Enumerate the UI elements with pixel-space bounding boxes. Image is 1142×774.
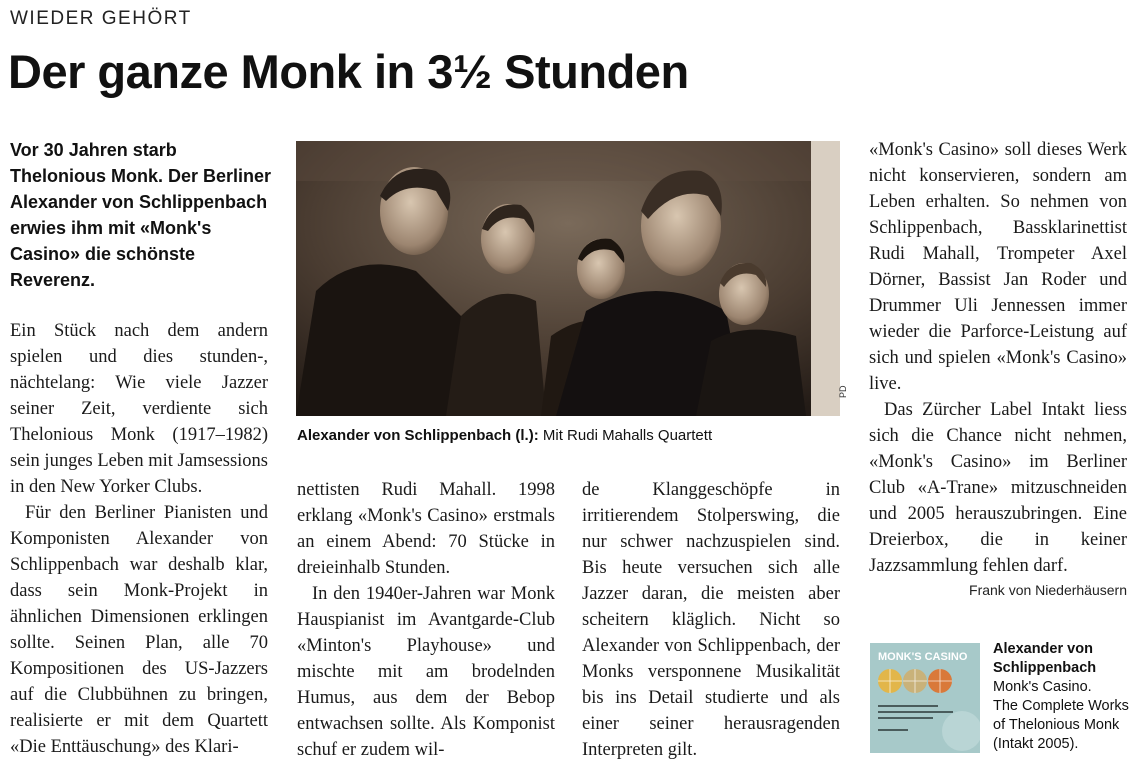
cd-cover-image: [870, 643, 980, 753]
body-paragraph: Das Zürcher Label Intakt liess sich die Chance nicht nehmen, «Monk's Casino» im Berliner Club «A-Trane» mitzuschneiden und 2005 herauszubringen. Eine Dreierbox, die in keiner Jazzsammlung fehlen darf.: [869, 400, 1127, 576]
lead-paragraph: Vor 30 Jahren starb Thelonious Monk. Der Berliner Alexander von Schlippenbach erwies ihm mit «Monk's Casino» die schönste Reverenz.: [10, 140, 272, 290]
text-column-1: [10, 318, 268, 760]
body-paragraph: In den 1940er-Jahren war Monk Hauspianist im Avantgarde-Club «Minton's Playhouse» und mischte mit am brodelnden Humus, aus dem der Bebop entwachsen sollte. Als Komponist schuf er zudem wil-: [297, 584, 555, 760]
photo-credit: PD: [838, 385, 848, 398]
cd-artist: Alexander von Schlippenbach: [993, 641, 1097, 676]
cd-title: Monk's Casino.: [993, 679, 1092, 695]
cd-info: [993, 640, 1138, 754]
section-kicker: WIEDER GEHÖRT: [10, 8, 192, 29]
cd-cover: [870, 643, 980, 753]
cd-subtitle: The Complete Works of Thelonious Monk: [993, 698, 1129, 733]
band-photo-image: [296, 141, 840, 416]
cd-label: (Intakt 2005).: [993, 736, 1079, 752]
caption-bold: Alexander von Schlippenbach (l.):: [297, 427, 539, 444]
body-paragraph: Ein Stück nach dem andern spielen und dies stunden-, nächtelang: Wie viele Jazzer seiner Zeit, verdiente sich Thelonious Monk (1917–1982) sein junges Leben mit Jamsessions in den New Yorker Clubs.: [10, 321, 268, 497]
band-photo: [296, 141, 840, 416]
cd-cover-title: MONK'S CASINO: [878, 651, 968, 663]
caption-text: Mit Rudi Mahalls Quartett: [538, 427, 713, 444]
text-column-2: [297, 477, 555, 763]
body-paragraph: nettisten Rudi Mahall. 1998 erklang «Monk's Casino» erstmals an einem Abend: 70 Stücke in dreieinhalb Stunden.: [297, 480, 555, 578]
body-paragraph: Für den Berliner Pianisten und Komponisten Alexander von Schlippenbach war deshalb klar, dass sein Monk-Projekt in ähnlichen Dimensionen erklingen sollte. Seinen Plan, alle 70 Kompositionen des US-Jazzers auf die Clubbühnen zu bringen, realisierte er mit dem Quartett «Die Enttäuschung» des Klari-: [10, 503, 268, 757]
headline: Der ganze Monk in 3½ Stunden: [8, 45, 689, 98]
text-column-4: [869, 137, 1127, 579]
photo-caption: [297, 427, 857, 444]
author-credit: Frank von Niederhäusern: [969, 582, 1127, 598]
body-paragraph: de Klanggeschöpfe in irritierendem Stolperswing, die nur schwer nachzuspielen sind. Bis heute versuchen sich alle Jazzer daran, die meisten aber scheitern kläglich. Nicht so Alexander von Schlippenbach, der Monks versponnene Musikalität bis ins Detail studierte und als einer seiner herausragenden Interpreten gilt.: [582, 480, 840, 760]
text-column-3: [582, 477, 840, 763]
body-paragraph: «Monk's Casino» soll dieses Werk nicht konservieren, sondern am Leben erhalten. So nehmen von Schlippenbach, Bassklarinettist Rudi Mahall, Trompeter Axel Dörner, Bassist Jan Roder und Drummer Uli Jennessen immer wieder die Parforce-Leistung auf sich und spielen «Monk's Casino» live.: [869, 140, 1127, 394]
